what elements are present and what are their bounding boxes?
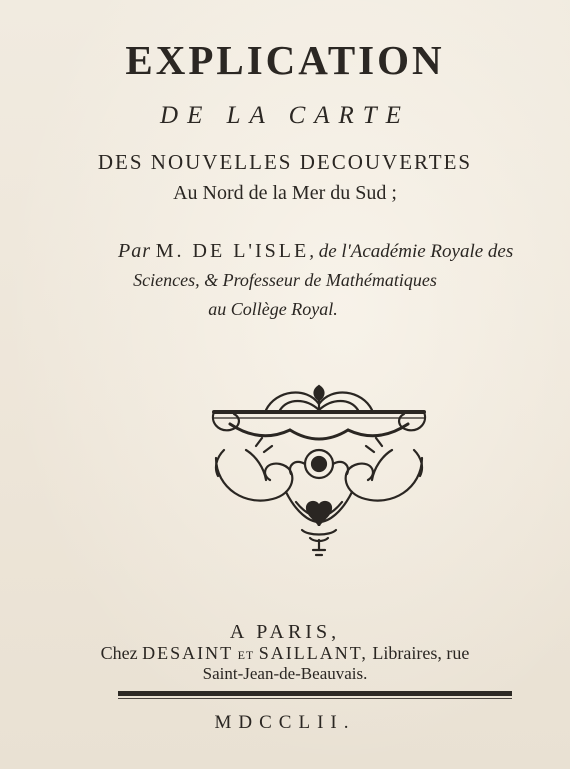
divider-thick — [118, 691, 512, 696]
title-line-3: DES NOUVELLES DECOUVERTES — [97, 150, 473, 174]
imprint-printer-1: DESAINT — [142, 643, 234, 663]
imprint-printer-2: SAILLANT, — [258, 643, 368, 663]
divider-thin — [118, 698, 512, 699]
imprint-role: Libraires, rue — [372, 643, 470, 663]
imprint-city: A PARIS, — [229, 621, 341, 643]
imprint-et: ET — [237, 648, 255, 662]
author-name: M. DE L'ISLE — [155, 240, 310, 262]
author-affiliation: , de l'Académie Royale des — [309, 241, 514, 262]
floral-vignette-icon — [206, 380, 432, 560]
imprint-street: Saint-Jean-de-Beauvais. — [202, 664, 368, 683]
title-subtitle: DE LA CARTE — [160, 102, 410, 129]
author-line-3: au Collège Royal. — [208, 299, 338, 319]
author-by: Par — [118, 240, 151, 262]
imprint-chez: Chez — [100, 643, 138, 663]
author-line-2: Sciences, & Professeur de Mathématiques — [133, 270, 437, 290]
imprint-printers — [0, 643, 570, 664]
author-line-1 — [118, 240, 570, 263]
title-main: EXPLICATION — [125, 37, 445, 83]
publication-date: MDCCLII. — [214, 712, 356, 733]
title-line-4: Au Nord de la Mer du Sud ; — [173, 182, 397, 204]
